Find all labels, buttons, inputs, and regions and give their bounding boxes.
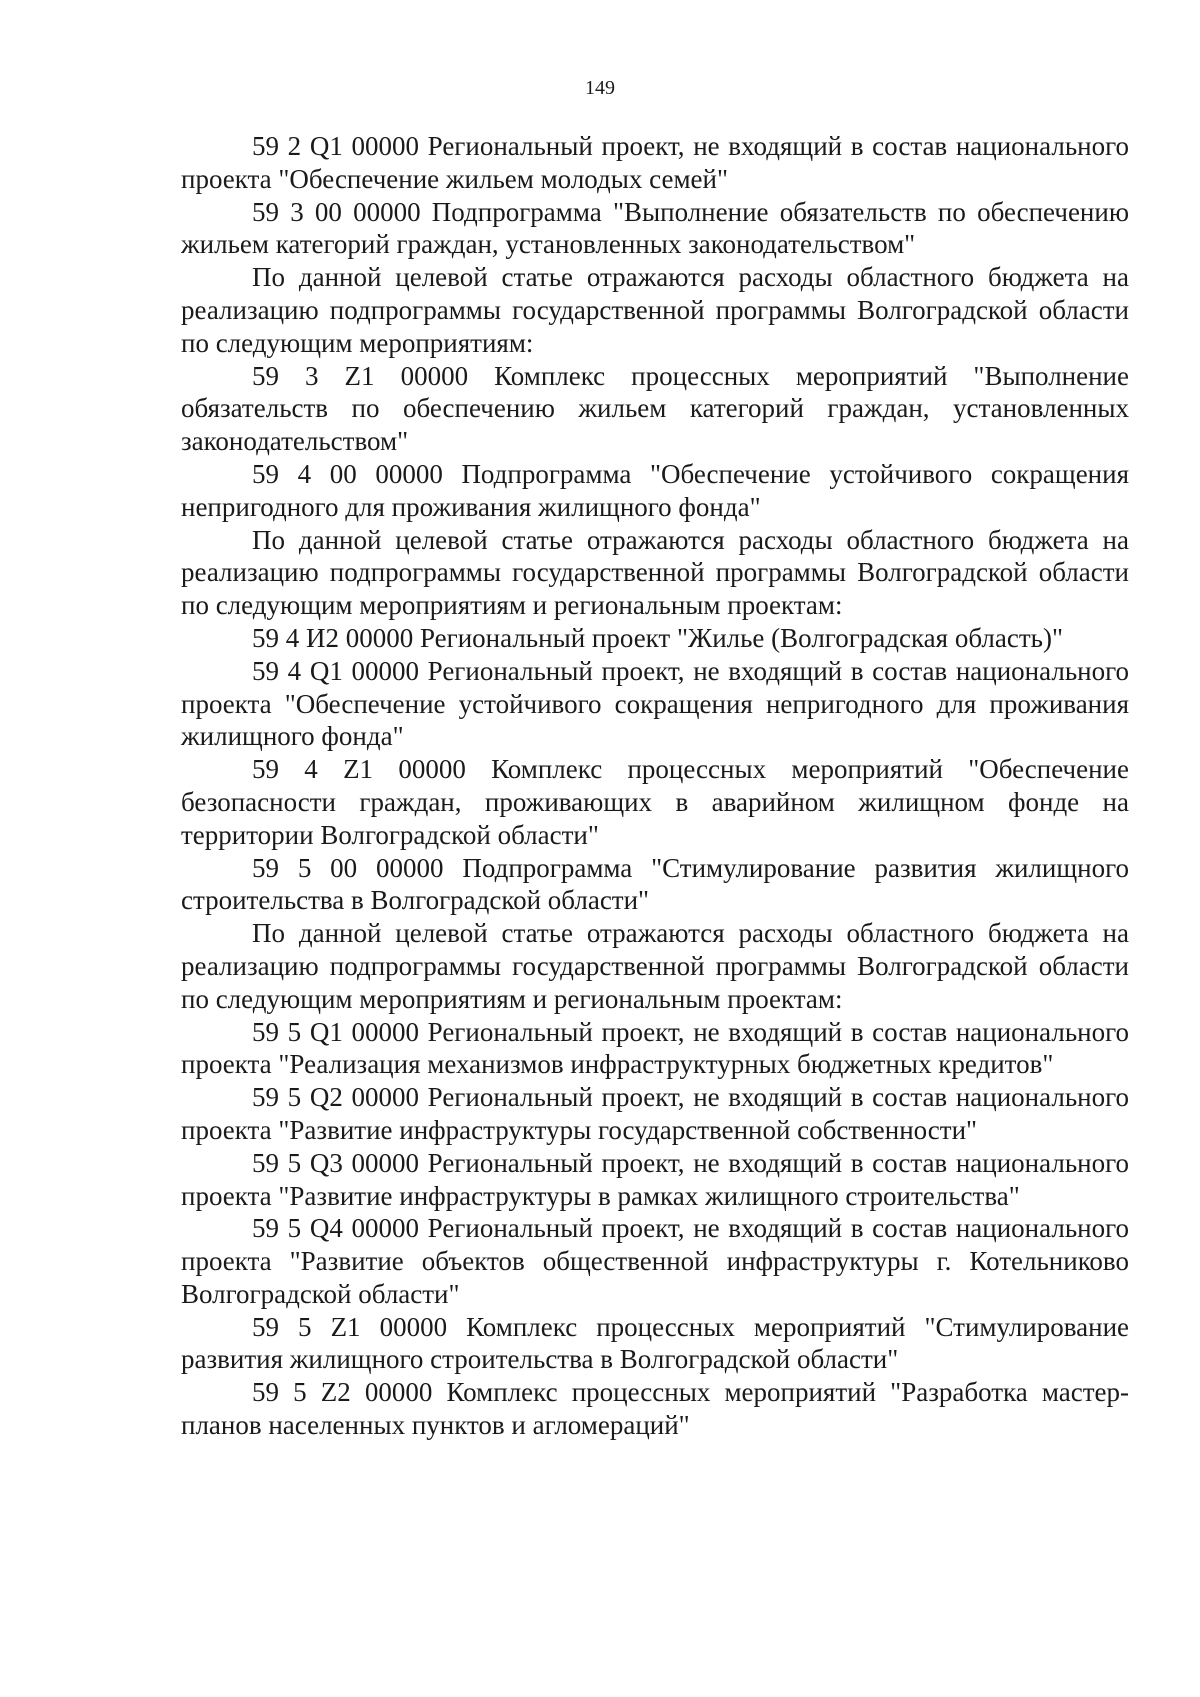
paragraph-subprogram-4-q1: 59 4 Q1 00000 Региональный проект, не входящий в состав национального проекта "Обеспечение устойчивого сокращения непригодного для проживания жилищного фонда" [181,655,1129,752]
paragraph-subprogram-5-q1: 59 5 Q1 00000 Региональный проект, не входящий в состав национального проекта "Реализация механизмов инфраструктурных бюджетных кредитов" [181,1016,1129,1080]
paragraph-subprogram-4-heading: 59 4 00 00000 Подпрограмма "Обеспечение устойчивого сокращения непригодного для проживания жилищного фонда" [181,458,1129,522]
page-number: 149 [585,77,615,99]
paragraph-subprogram-5-z2: 59 5 Z2 00000 Комплекс процессных мероприятий "Разработка мастер-планов населенных пунктов и агломераций" [181,1377,1129,1441]
paragraph-subprogram-4-z1: 59 4 Z1 00000 Комплекс процессных мероприятий "Обеспечение безопасности граждан, проживающих в аварийном жилищном фонде на территории Волгоградской области" [181,754,1129,850]
paragraph-subprogram-5-q4: 59 5 Q4 00000 Региональный проект, не входящий в состав национального проекта "Развитие объектов общественной инфраструктуры г. Котельниково Волгоградской области" [181,1213,1129,1309]
paragraph-subprogram-4-i2: 59 4 И2 00000 Региональный проект "Жилье (Волгоградская область)" [252,622,1063,653]
paragraph-subprogram-5-q2: 59 5 Q2 00000 Региональный проект, не входящий в состав национального проекта "Развитие инфраструктуры государственной собственности" [181,1082,1129,1145]
paragraph-subprogram-5-q3: 59 5 Q3 00000 Региональный проект, не входящий в состав национального проекта "Развитие инфраструктуры в рамках жилищного строительства" [181,1147,1129,1211]
paragraph-subprogram-5-heading: 59 5 00 00000 Подпрограмма "Стимулирование развития жилищного строительства в Волгоградской области" [181,852,1129,916]
paragraph-subprogram-5-description: По данной целевой статье отражаются расходы областного бюджета на реализацию подпрограммы государственной программы Волгоградской области по следующим мероприятиям и региональным проектам: [181,918,1129,1014]
paragraph-subprogram-5-z1: 59 5 Z1 00000 Комплекс процессных мероприятий "Стимулирование развития жилищного строительства в Волгоградской области" [181,1311,1129,1375]
document-body [181,130,1129,1442]
paragraph-subprogram-4-description: По данной целевой статье отражаются расходы областного бюджета на реализацию подпрограммы государственной программы Волгоградской области по следующим мероприятиям и региональным проектам: [181,524,1129,621]
paragraph-subprogram-3-heading: 59 3 00 00000 Подпрограмма "Выполнение обязательств по обеспечению жильем категорий граждан, установленных законодательством" [181,196,1129,260]
paragraph-subprogram-3-description: По данной целевой статье отражаются расходы областного бюджета на реализацию подпрограммы государственной программы Волгоградской области по следующим мероприятиям: [181,262,1129,358]
paragraph-subprogram-3-z1: 59 3 Z1 00000 Комплекс процессных мероприятий "Выполнение обязательств по обеспечению жильем категорий граждан, установленных законодательством" [181,360,1129,457]
paragraph-subprogram-2-q1: 59 2 Q1 00000 Региональный проект, не входящий в состав национального проекта "Обеспечение жильем молодых семей" [181,131,1129,194]
